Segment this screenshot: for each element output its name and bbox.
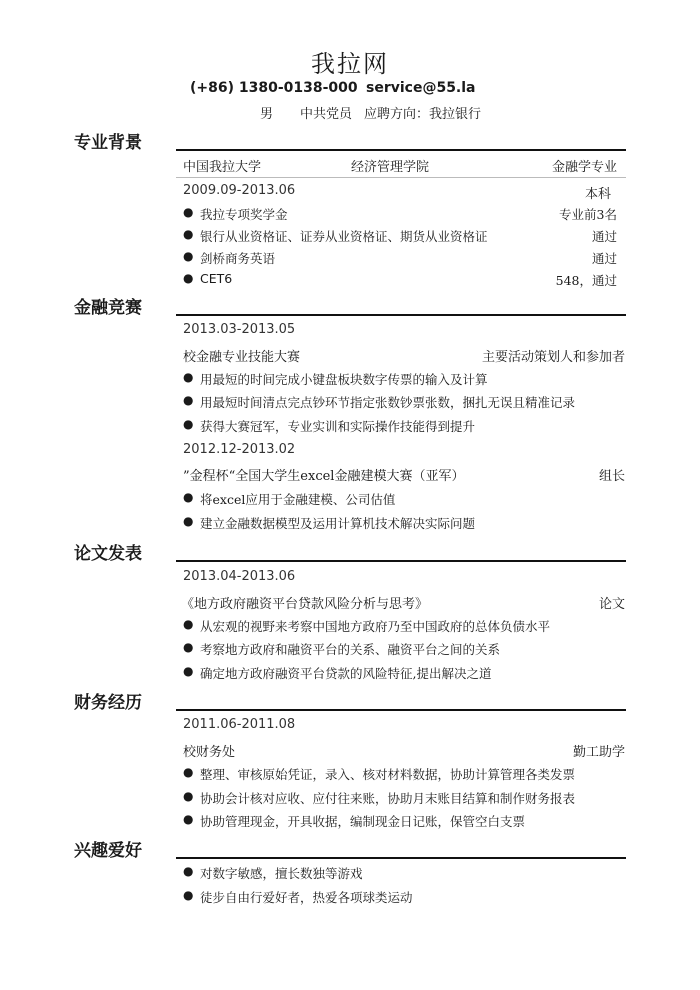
bullet-icon: ●: [183, 664, 194, 678]
entry-period: 2012.12-2013.02: [183, 442, 296, 457]
item-text: 我拉专项奖学金: [200, 207, 288, 222]
item-text: 剑桥商务英语: [200, 251, 276, 266]
item-note: 通过: [591, 229, 617, 244]
bullet-icon: ●: [183, 205, 194, 219]
item-text: 整理、审核原始凭证，录入、核对材料数据，协助计算管理各类发票: [200, 767, 576, 782]
political-status: 中共党员: [300, 107, 353, 122]
major-name: 金融学专业: [551, 160, 617, 175]
entry-role: 论文: [598, 597, 625, 612]
degree: 本科: [584, 187, 611, 202]
item-note: 548，通过: [555, 273, 617, 288]
section-divider: [176, 149, 626, 151]
entry-role: 主要活动策划人和参加者: [481, 350, 625, 365]
gender: 男: [260, 107, 274, 122]
entry-period: 2013.03-2013.05: [183, 322, 296, 337]
item-text: 确定地方政府融资平台贷款的风险特征,提出解决之道: [200, 666, 492, 681]
item-text: 协助管理现金，开具收据，编制现金日记账，保管空白支票: [200, 814, 526, 829]
section-divider: [176, 709, 626, 711]
bullet-icon: ●: [183, 864, 194, 878]
section-divider: [176, 560, 626, 562]
bullet-icon: ●: [183, 271, 194, 285]
bullet-icon: ●: [183, 617, 194, 631]
section-title-education: 专业背景: [74, 133, 142, 153]
item-text: 用最短时间清点完点钞环节指定张数钞票张数，捆扎无误且精准记录: [200, 395, 576, 410]
item-text: 银行从业资格证、证券从业资格证、期货从业资格证: [200, 229, 488, 244]
job-objective: 应聘方向：我拉银行: [364, 107, 482, 122]
section-title-finance: 财务经历: [74, 693, 142, 713]
entry-role: 组长: [598, 469, 625, 484]
bullet-icon: ●: [183, 490, 194, 504]
bullet-icon: ●: [183, 789, 194, 803]
bullet-icon: ●: [183, 640, 194, 654]
row-divider: [176, 177, 626, 178]
bullet-icon: ●: [183, 249, 194, 263]
bullet-icon: ●: [183, 417, 194, 431]
entry-period: 2011.06-2011.08: [183, 717, 296, 732]
item-text: 协助会计核对应收、应付往来账，协助月末账目结算和制作财务报表: [200, 791, 576, 806]
item-text: 从宏观的视野来考察中国地方政府乃至中国政府的总体负债水平: [200, 619, 551, 634]
bullet-icon: ●: [183, 765, 194, 779]
paper-title: 《地方政府融资平台贷款风险分析与思考》: [181, 597, 429, 612]
bullet-icon: ●: [183, 393, 194, 407]
section-divider: [176, 857, 626, 859]
bullet-icon: ●: [183, 812, 194, 826]
item-note: 专业前3名: [559, 207, 617, 222]
section-title-hobby: 兴趣爱好: [74, 841, 142, 861]
item-text: CET6: [200, 271, 233, 286]
section-divider: [176, 314, 626, 316]
entry-name: ”金程杯“全国大学生excel金融建模大赛（亚军）: [183, 469, 465, 484]
bullet-icon: ●: [183, 888, 194, 902]
phone-number: (+86) 1380-0138-000: [190, 80, 358, 96]
item-text: 考察地方政府和融资平台的关系、融资平台之间的关系: [200, 642, 501, 657]
education-period: 2009.09-2013.06: [183, 183, 296, 198]
bullet-icon: ●: [183, 370, 194, 384]
entry-role: 勤工助学: [572, 745, 625, 760]
school-name: 中国我拉大学: [183, 160, 262, 175]
college-name: 经济管理学院: [351, 160, 430, 175]
item-note: 通过: [591, 251, 617, 266]
entry-period: 2013.04-2013.06: [183, 569, 296, 584]
item-text: 用最短的时间完成小键盘板块数字传票的输入及计算: [200, 372, 488, 387]
organization: 校财务处: [183, 745, 236, 760]
item-text: 对数字敏感，擅长数独等游戏: [200, 866, 363, 881]
item-text: 获得大赛冠军，专业实训和实际操作技能得到提升: [200, 419, 476, 434]
item-text: 徒步自由行爱好者，热爱各项球类运动: [200, 890, 413, 905]
email-address: service@55.la: [366, 80, 476, 96]
resume-name: 我拉网: [311, 50, 389, 78]
section-title-competition: 金融竞赛: [74, 298, 142, 318]
item-text: 将excel应用于金融建模、公司估值: [200, 492, 396, 507]
item-text: 建立金融数据模型及运用计算机技术解决实际问题: [200, 516, 476, 531]
entry-name: 校金融专业技能大赛: [183, 350, 301, 365]
bullet-icon: ●: [183, 514, 194, 528]
bullet-icon: ●: [183, 227, 194, 241]
section-title-paper: 论文发表: [74, 544, 142, 564]
